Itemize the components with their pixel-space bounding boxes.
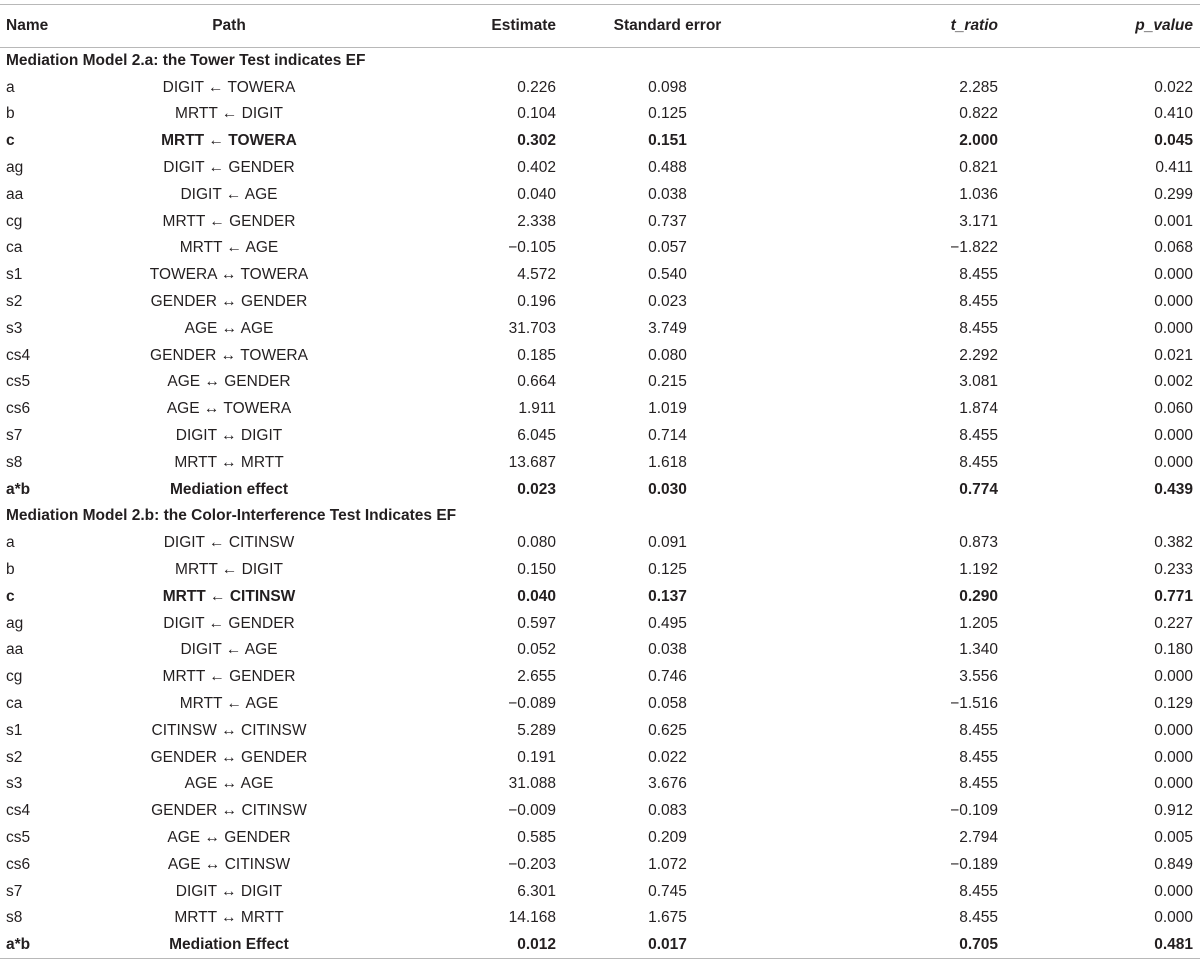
cell-path: TOWERA ↔ TOWERA: [149, 266, 309, 284]
cell-t-ratio: 2.292: [959, 346, 998, 364]
cell-path: MRTT ← TOWERA: [161, 132, 297, 150]
cell-t-ratio: 2.794: [959, 829, 998, 846]
cell-standard-error: 0.023: [648, 293, 687, 311]
cell-name: a*b: [6, 480, 31, 498]
cell-p-value: 0.227: [1154, 614, 1193, 632]
cell-path: AGE ↔ CITINSW: [167, 855, 291, 873]
cell-p-value: 0.000: [1154, 293, 1193, 311]
table-row: [0, 664, 1200, 691]
table-body: [0, 48, 1200, 959]
cell-estimate: 0.023: [517, 480, 556, 498]
cell-p-value: 0.000: [1154, 453, 1193, 471]
cell-path: AGE ↔ GENDER: [167, 829, 291, 846]
cell-p-value: 0.000: [1154, 266, 1193, 284]
cell-estimate: 14.168: [508, 909, 556, 927]
cell-name: ca: [6, 239, 23, 257]
cell-standard-error: 0.625: [648, 721, 687, 739]
cell-estimate: −0.009: [508, 802, 556, 820]
cell-estimate: 0.040: [517, 185, 556, 203]
cell-standard-error: 0.083: [648, 802, 687, 820]
cell-standard-error: 1.072: [648, 855, 687, 873]
table-row: [0, 369, 1200, 396]
cell-p-value: 0.411: [1155, 159, 1193, 177]
table-row: [0, 262, 1200, 289]
cell-path: MRTT ← AGE: [179, 239, 279, 257]
cell-name: aa: [6, 185, 24, 203]
cell-estimate: 0.402: [517, 159, 556, 177]
cell-t-ratio: 1.036: [959, 185, 998, 203]
table-row: [0, 771, 1200, 798]
cell-t-ratio: 0.705: [779, 932, 998, 959]
cell-t-ratio: 3.081: [959, 373, 998, 391]
table-row: [0, 289, 1200, 316]
cell-name: cg: [6, 212, 23, 230]
cell-p-value: 0.129: [1154, 695, 1193, 713]
table-row: [0, 315, 1200, 342]
cell-name: s3: [6, 319, 23, 337]
cell-path: MRTT ← CITINSW: [162, 587, 296, 605]
cell-name: b: [6, 105, 15, 123]
cell-path: DIGIT ← TOWERA: [162, 78, 296, 96]
cell-p-value: 0.068: [1154, 239, 1193, 257]
table-row: [0, 530, 1200, 557]
cell-name: s7: [6, 427, 23, 445]
cell-name: s2: [6, 293, 23, 311]
cell-name: cs6: [6, 400, 31, 418]
cell-path: DIGIT ← GENDER: [163, 614, 295, 632]
table-row: [0, 423, 1200, 450]
cell-standard-error: 0.038: [648, 641, 687, 659]
cell-p-value: 0.481: [998, 932, 1200, 959]
cell-p-value: 0.771: [1154, 587, 1193, 605]
cell-path: MRTT ← AGE: [179, 695, 279, 713]
table-row: [0, 208, 1200, 235]
cell-t-ratio: 1.192: [959, 561, 998, 579]
cell-path: Mediation effect: [170, 480, 288, 498]
cell-t-ratio: 8.455: [959, 909, 998, 927]
cell-p-value: 0.299: [1154, 185, 1193, 203]
cell-path: GENDER ↔ CITINSW: [151, 802, 307, 820]
cell-path: GENDER ↔ GENDER: [150, 748, 308, 766]
cell-estimate: 0.226: [517, 78, 556, 96]
cell-name: cs4: [6, 802, 31, 820]
cell-standard-error: 1.675: [648, 909, 687, 927]
table-row: [0, 825, 1200, 852]
cell-estimate: 6.301: [517, 882, 556, 900]
cell-standard-error: 0.209: [648, 829, 687, 846]
cell-standard-error: 0.030: [648, 480, 687, 498]
cell-name: cs4: [6, 346, 31, 364]
cell-estimate: 0.585: [517, 829, 556, 846]
cell-t-ratio: −1.822: [950, 239, 998, 257]
cell-name: ca: [6, 695, 23, 713]
table-row: [0, 74, 1200, 101]
cell-path: AGE ↔ TOWERA: [166, 400, 292, 418]
table-row: [0, 449, 1200, 476]
table-row: [0, 181, 1200, 208]
cell-standard-error: 0.091: [648, 534, 687, 552]
header-path: Path: [115, 5, 343, 48]
table-row: [0, 905, 1200, 932]
cell-name: cs6: [6, 855, 31, 873]
cell-p-value: 0.912: [1154, 802, 1193, 820]
cell-estimate: −0.203: [508, 855, 556, 873]
table-row: [0, 155, 1200, 182]
cell-estimate: 0.196: [517, 293, 556, 311]
cell-t-ratio: 1.205: [959, 614, 998, 632]
cell-standard-error: 0.737: [648, 212, 687, 230]
cell-estimate: 0.302: [517, 132, 556, 150]
cell-name: s2: [6, 748, 23, 766]
cell-standard-error: 0.540: [648, 266, 687, 284]
cell-p-value: 0.000: [1154, 882, 1193, 900]
cell-path: DIGIT ← CITINSW: [163, 534, 295, 552]
cell-t-ratio: 2.285: [959, 78, 998, 96]
table-row: [0, 851, 1200, 878]
cell-name: c: [6, 132, 15, 150]
cell-p-value: 0.382: [1154, 534, 1193, 552]
cell-standard-error: 0.488: [648, 159, 687, 177]
cell-estimate: 13.687: [508, 453, 556, 471]
cell-path: DIGIT ↔ DIGIT: [175, 882, 283, 900]
table-row: [0, 476, 1200, 503]
table-row: [0, 235, 1200, 262]
section-header-row: [0, 48, 1200, 75]
cell-t-ratio: 3.556: [959, 668, 998, 686]
header-t-ratio: t_ratio: [779, 5, 998, 48]
cell-estimate: 0.052: [517, 641, 556, 659]
cell-p-value: 0.439: [1154, 480, 1193, 498]
cell-estimate: 0.080: [517, 534, 556, 552]
cell-t-ratio: 0.821: [959, 159, 998, 177]
table-row: [0, 396, 1200, 423]
cell-t-ratio: 8.455: [959, 293, 998, 311]
cell-t-ratio: 1.874: [959, 400, 998, 418]
cell-p-value: 0.000: [1154, 668, 1193, 686]
cell-t-ratio: −0.189: [950, 855, 998, 873]
cell-t-ratio: 8.455: [959, 721, 998, 739]
table-row: [0, 128, 1200, 155]
table-row: [0, 637, 1200, 664]
cell-path: DIGIT ← AGE: [180, 185, 278, 203]
cell-name: aa: [6, 641, 24, 659]
table-row: [0, 610, 1200, 637]
cell-path: MRTT ↔ MRTT: [174, 453, 284, 471]
table-row: [0, 583, 1200, 610]
mediation-results-table: [0, 4, 1200, 959]
header-name: Name: [0, 5, 115, 48]
cell-t-ratio: 0.873: [959, 534, 998, 552]
cell-standard-error: 0.038: [648, 185, 687, 203]
header-estimate: Estimate: [343, 5, 556, 48]
cell-path: CITINSW ↔ CITINSW: [151, 721, 307, 739]
cell-estimate: 4.572: [517, 266, 556, 284]
cell-estimate: 1.911: [518, 400, 556, 418]
cell-standard-error: 0.745: [648, 882, 687, 900]
table-row: [0, 101, 1200, 128]
cell-p-value: 0.005: [1154, 829, 1193, 846]
cell-path: MRTT ← DIGIT: [175, 561, 283, 579]
cell-estimate: −0.089: [508, 695, 556, 713]
cell-p-value: 0.045: [1154, 132, 1193, 150]
cell-p-value: 0.000: [1154, 427, 1193, 445]
cell-p-value: 0.849: [1154, 855, 1193, 873]
cell-path: MRTT ← GENDER: [162, 668, 296, 686]
cell-path: GENDER ↔ TOWERA: [150, 346, 308, 364]
cell-path: DIGIT ↔ DIGIT: [175, 427, 283, 445]
cell-path: AGE ↔ AGE: [184, 319, 274, 337]
cell-t-ratio: 8.455: [959, 748, 998, 766]
cell-path: DIGIT ← AGE: [180, 641, 278, 659]
table-row: [0, 691, 1200, 718]
header-standard-error: Standard error: [556, 5, 779, 48]
cell-p-value: 0.410: [1154, 105, 1193, 123]
cell-estimate: 0.104: [517, 105, 556, 123]
cell-name: ag: [6, 159, 24, 177]
cell-standard-error: 1.019: [648, 400, 687, 418]
cell-name: s3: [6, 775, 23, 793]
cell-name: c: [6, 587, 15, 605]
cell-estimate: −0.105: [508, 239, 556, 257]
cell-standard-error: 0.022: [648, 748, 687, 766]
cell-p-value: 0.000: [1154, 748, 1193, 766]
cell-estimate: 0.185: [517, 346, 556, 364]
cell-t-ratio: 3.171: [959, 212, 998, 230]
section-title: Mediation Model 2.a: the Tower Test indicates EF: [6, 52, 366, 70]
cell-standard-error: 0.058: [648, 695, 687, 713]
cell-standard-error: 0.057: [648, 239, 687, 257]
cell-name: s8: [6, 909, 23, 927]
cell-standard-error: 1.618: [648, 453, 687, 471]
cell-t-ratio: 2.000: [959, 132, 998, 150]
header-p-value: p_value: [998, 5, 1200, 48]
cell-p-value: 0.000: [1154, 909, 1193, 927]
cell-t-ratio: 1.340: [959, 641, 998, 659]
cell-standard-error: 0.125: [648, 105, 687, 123]
cell-standard-error: 0.746: [648, 668, 687, 686]
cell-standard-error: 3.749: [648, 319, 687, 337]
cell-name: b: [6, 561, 15, 579]
cell-name: a: [6, 534, 15, 552]
table-row: [0, 798, 1200, 825]
cell-path: GENDER ↔ GENDER: [150, 293, 308, 311]
cell-t-ratio: 8.455: [959, 775, 998, 793]
cell-p-value: 0.180: [1154, 641, 1193, 659]
table-header: [0, 5, 1200, 48]
cell-p-value: 0.233: [1154, 561, 1193, 579]
cell-p-value: 0.000: [1154, 721, 1193, 739]
cell-name: cs5: [6, 829, 31, 846]
cell-standard-error: 0.137: [648, 587, 687, 605]
table-row: [0, 717, 1200, 744]
cell-p-value: 0.002: [1154, 373, 1193, 391]
cell-estimate: 2.338: [517, 212, 556, 230]
cell-path: AGE ↔ GENDER: [167, 373, 291, 391]
cell-name: a: [6, 78, 15, 96]
section-header-row: [0, 503, 1200, 530]
cell-t-ratio: 0.774: [959, 480, 998, 498]
cell-standard-error: 0.125: [648, 561, 687, 579]
cell-estimate: 0.040: [517, 587, 556, 605]
cell-standard-error: 0.080: [648, 346, 687, 364]
table-row: [0, 342, 1200, 369]
cell-estimate: 6.045: [517, 427, 556, 445]
cell-t-ratio: 8.455: [959, 319, 998, 337]
header-row: [0, 5, 1200, 48]
cell-path: MRTT ← DIGIT: [175, 105, 283, 123]
cell-estimate: 31.703: [508, 319, 556, 337]
cell-p-value: 0.000: [1154, 775, 1193, 793]
cell-name: ag: [6, 614, 24, 632]
cell-path: Mediation Effect: [115, 932, 343, 959]
cell-estimate: 0.150: [517, 561, 556, 579]
cell-t-ratio: 8.455: [959, 266, 998, 284]
cell-t-ratio: 0.822: [959, 105, 998, 123]
cell-standard-error: 0.017: [556, 932, 779, 959]
table-row: [0, 878, 1200, 905]
cell-standard-error: 3.676: [648, 775, 687, 793]
cell-standard-error: 0.495: [648, 614, 687, 632]
cell-estimate: 0.191: [517, 748, 556, 766]
cell-t-ratio: 8.455: [959, 427, 998, 445]
table-row: [0, 932, 1200, 959]
section-title: Mediation Model 2.b: the Color-Interference Test Indicates EF: [6, 507, 457, 525]
cell-standard-error: 0.714: [648, 427, 687, 445]
cell-estimate: 5.289: [517, 721, 556, 739]
cell-p-value: 0.060: [1154, 400, 1193, 418]
cell-path: DIGIT ← GENDER: [163, 159, 295, 177]
cell-p-value: 0.000: [1154, 319, 1193, 337]
cell-name: cs5: [6, 373, 31, 391]
cell-estimate: 0.012: [343, 932, 556, 959]
cell-standard-error: 0.098: [648, 78, 687, 96]
cell-estimate: 0.597: [517, 614, 556, 632]
cell-p-value: 0.022: [1154, 78, 1193, 96]
cell-estimate: 0.664: [517, 373, 556, 391]
cell-name: cg: [6, 668, 23, 686]
cell-t-ratio: −0.109: [950, 802, 998, 820]
cell-name: s1: [6, 721, 23, 739]
cell-path: AGE ↔ AGE: [184, 775, 274, 793]
cell-t-ratio: −1.516: [950, 695, 998, 713]
cell-name: s1: [6, 266, 23, 284]
cell-name: s8: [6, 453, 23, 471]
cell-standard-error: 0.151: [648, 132, 687, 150]
table-row: [0, 557, 1200, 584]
cell-standard-error: 0.215: [648, 373, 687, 391]
cell-name: a*b: [0, 932, 115, 959]
table-row: [0, 744, 1200, 771]
cell-estimate: 31.088: [508, 775, 556, 793]
cell-path: MRTT ← GENDER: [162, 212, 296, 230]
cell-p-value: 0.021: [1154, 346, 1193, 364]
cell-estimate: 2.655: [517, 668, 556, 686]
cell-p-value: 0.001: [1154, 212, 1193, 230]
cell-path: MRTT ↔ MRTT: [174, 909, 284, 927]
cell-t-ratio: 8.455: [959, 453, 998, 471]
cell-name: s7: [6, 882, 23, 900]
cell-t-ratio: 8.455: [959, 882, 998, 900]
cell-t-ratio: 0.290: [959, 587, 998, 605]
